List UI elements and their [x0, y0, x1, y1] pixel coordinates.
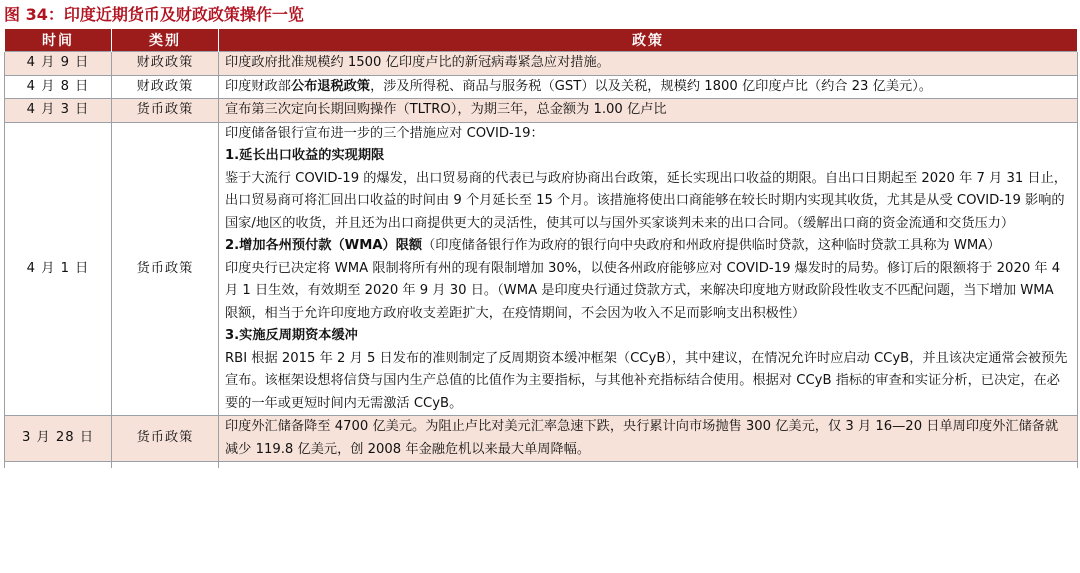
header-type: 类别: [112, 29, 219, 52]
policy-paragraph-2: 印度央行已决定将 WMA 限制将所有州的现有限制增加 30%，以使各州政府能够应对 COVID-19 爆发时的局势。修订后的限额将于 2020 年 4 月 1 日生效，有效期至 2020 年 9 月 30 日。（WMA 是印度央行通过贷款方式，来解决印度地方财政阶段性收支不匹配问题，当下增加 WMA 限额，相当于允许印度地方政府收支差距扩大，在疫情期间，不会因为收入不足而影响支出积极性）: [225, 260, 1061, 321]
policy-heading-1: 1.延长出口收益的实现期限: [225, 148, 385, 163]
figure-title: 图 34：印度近期货币及财政政策操作一览: [4, 5, 304, 24]
cell-date: 3 月 28 日: [5, 416, 112, 462]
cell-type: 货币政策: [112, 122, 219, 416]
cell-policy: 印度外汇储备降至 4700 亿美元。为阻止卢比对美元汇率急速下跌，央行累计向市场抛售 300 亿美元，仅 3 月 16—20 日单周印度外汇储备就减少 119.8 亿美元，创 2008 年金融危机以来最大单周降幅。: [219, 416, 1078, 462]
cell-policy: [219, 122, 1078, 416]
cell-type: 货币政策: [112, 416, 219, 462]
cell-date: 4 月 9 日: [5, 52, 112, 76]
cell-type: 货币政策: [112, 99, 219, 123]
policy-heading-2: 2.增加各州预付款（WMA）限额: [225, 238, 423, 253]
header-date: 时间: [5, 29, 112, 52]
cell-policy: [219, 75, 1078, 99]
cell-empty: [5, 462, 112, 469]
table-row: [5, 122, 1078, 416]
cell-date: 4 月 1 日: [5, 122, 112, 416]
header-policy: 政策: [219, 29, 1078, 52]
policy-text: ，涉及所得税、商品与服务税（GST）以及关税，规模约 1800 亿印度卢比（约合 23 亿美元）。: [370, 78, 932, 94]
table-row: [5, 416, 1078, 462]
cell-empty: [112, 462, 219, 469]
cell-type: 财政政策: [112, 52, 219, 76]
policy-highlight: 公布退税政策: [290, 78, 371, 94]
policy-intro: 印度储备银行宣布进一步的三个措施应对 COVID-19：: [225, 125, 544, 141]
policy-heading-3: 3.实施反周期资本缓冲: [225, 328, 358, 343]
cell-date: 4 月 3 日: [5, 99, 112, 123]
table-header-row: [5, 29, 1078, 52]
policy-paragraph-1: 鉴于大流行 COVID-19 的爆发，出口贸易商的代表已与政府协商出台政策，延长实现出口收益的期限。自出口日期起至 2020 年 7 月 31 日止，出口贸易商可将汇回出口收益的时间由 9 个月延长至 15 个月。该措施将使出口商能够在较长时期内实现其收货，尤其是从受 COVID-19 影响的国家/地区的收货，并且还为出口商提供更大的灵活性，使其可以与国外买家谈判未来的出口合同。（缓解出口商的资金流通和交货压力）: [225, 170, 1067, 231]
table-row-cutoff: [5, 462, 1078, 469]
table-row: [5, 99, 1078, 123]
cell-empty: [219, 462, 1078, 469]
cell-policy: 宣布第三次定向长期回购操作（TLTRO），为期三年，总金额为 1.00 亿卢比: [219, 99, 1078, 123]
cell-date: 4 月 8 日: [5, 75, 112, 99]
table-row: [5, 52, 1078, 76]
table-row: [5, 75, 1078, 99]
cell-policy: 印度政府批准规模约 1500 亿印度卢比的新冠病毒紧急应对措施。: [219, 52, 1078, 76]
cell-type: 财政政策: [112, 75, 219, 99]
policy-text: 印度财政部: [225, 78, 291, 94]
policy-paragraph-3: RBI 根据 2015 年 2 月 5 日发布的准则制定了反周期资本缓冲框架（CCyB），其中建议，在情况允许时应启动 CCyB，并且该决定通常会被预先宣布。该框架设想将信贷与国内生产总值的比值作为主要指标，与其他补充指标结合使用。根据对 CCyB 指标的审查和实证分析，已决定，在必要的一年或更短时间内无需激活 CCyB。: [225, 350, 1068, 411]
policy-table: [4, 29, 1078, 468]
policy-heading-2-note: （印度储备银行作为政府的银行向中央政府和州政府提供临时贷款，这种临时贷款工具称为 WMA）: [422, 238, 1001, 253]
